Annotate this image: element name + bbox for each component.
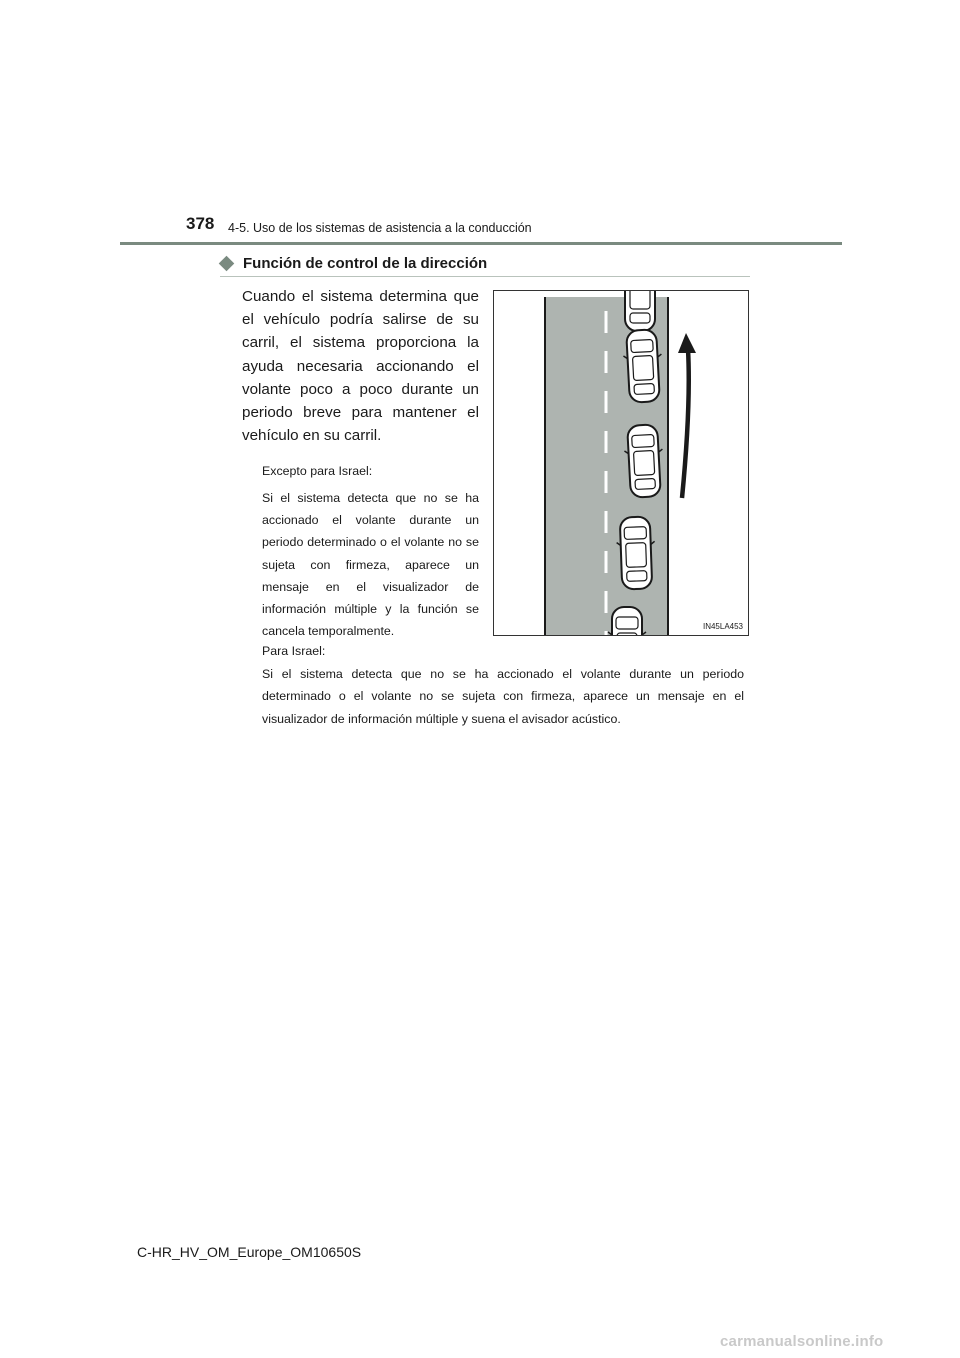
note-body: Si el sistema detecta que no se ha accionado el volante durante un periodo determinado o el volante no se sujeta con firmeza, aparece un mensaje en el visualizador de información múltiple y la función se cancela temporalmente. <box>262 491 479 639</box>
car-icon <box>616 516 656 589</box>
note-heading: Para Israel: <box>262 644 326 658</box>
car-icon <box>621 291 659 331</box>
arrow-up-icon <box>678 333 696 498</box>
car-icon <box>622 329 664 403</box>
lane-figure <box>493 290 749 636</box>
chapter-title: 4-5. Uso de los sistemas de asistencia a la conducción <box>228 221 532 235</box>
note-body: Si el sistema detecta que no se ha accionado el volante durante un periodo determinado o el volante no se sujeta con firmeza, aparece un mensaje en el visualizador de información múltiple y suena el avisador acústico. <box>262 667 744 726</box>
section-body: Cuando el sistema determina que el vehículo podría salirse de su carril, el sistema proporciona la ayuda necesaria accionando el volante poco a poco durante un periodo breve para mantener el vehículo en su carril. <box>242 288 479 445</box>
car-icon <box>608 607 646 635</box>
section-title: Función de control de la dirección <box>243 255 488 272</box>
car-icon <box>623 424 665 498</box>
footer-doc-code: C-HR_HV_OM_Europe_OM10650S <box>137 1244 362 1260</box>
watermark: carmanualsonline.info <box>720 1333 884 1350</box>
page-number: 378 <box>186 214 215 233</box>
header-rule <box>120 242 842 245</box>
diamond-icon <box>219 256 235 272</box>
section-heading <box>220 254 750 277</box>
figure-code: IN45LA453 <box>702 622 743 631</box>
note-heading: Excepto para Israel: <box>262 464 373 478</box>
